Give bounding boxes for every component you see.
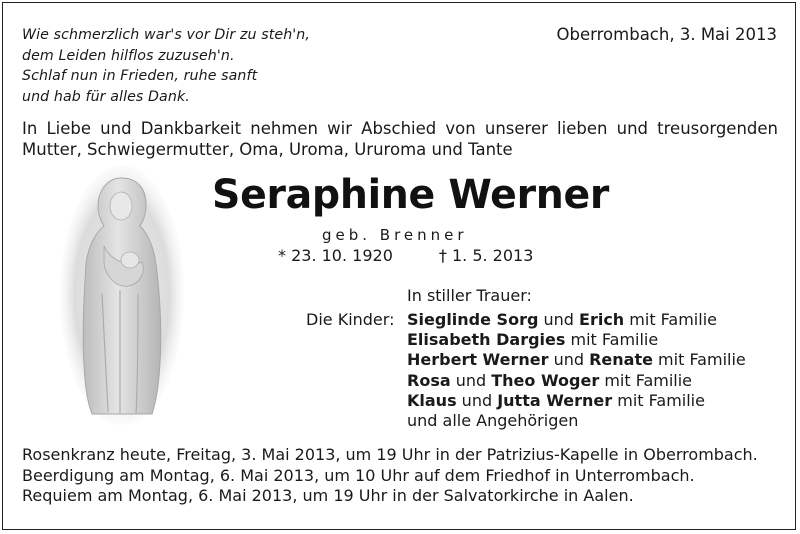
mourner-text: und alle Angehörigen: [407, 411, 579, 431]
mourning-heading: In stiller Trauer:: [407, 286, 532, 305]
mourner-name: Herbert Werner: [407, 350, 549, 370]
mourner-line: [407, 391, 746, 411]
death-date: † 1. 5. 2013: [438, 246, 534, 265]
birth-name: geb. Brenner: [322, 226, 468, 244]
mourner-name: Jutta Werner: [497, 390, 613, 410]
mourner-line: [407, 330, 746, 350]
service-announcements: [22, 445, 758, 507]
service-line: Beerdigung am Montag, 6. Mai 2013, um 10 Uhr auf dem Friedhof in Unterrombach.: [22, 465, 695, 485]
service-line: Rosenkranz heute, Freitag, 3. Mai 2013, um 19 Uhr in der Patrizius-Kapelle in Oberrombach.: [22, 445, 758, 464]
mourner-text: mit Familie: [612, 390, 705, 410]
mourner-name: Erich: [579, 310, 625, 329]
madonna-relief-image: [58, 164, 186, 426]
poem-line: dem Leiden hilflos zuzuseh'n.: [22, 47, 235, 64]
mourner-text: und: [456, 390, 498, 410]
mourner-name: Renate: [589, 350, 653, 370]
mourner-text: und: [450, 370, 492, 390]
mourner-text: mit Familie: [624, 310, 717, 329]
mourner-line: [407, 310, 746, 330]
mourner-name: Klaus: [407, 390, 457, 410]
place-date: Oberrombach, 3. Mai 2013: [556, 25, 777, 44]
mourner-text: und: [548, 350, 590, 370]
mourner-name: Theo Woger: [491, 370, 600, 390]
mourner-text: mit Familie: [652, 350, 746, 370]
mourner-name: Sieglinde Sorg: [407, 310, 539, 329]
mourner-text: mit Familie: [599, 370, 693, 390]
birth-date: * 23. 10. 1920: [278, 246, 393, 265]
intro-line: In Liebe und Dankbarkeit nehmen wir Abschied von unserer lieben und treusorgenden: [22, 119, 778, 138]
poem-line: Schlaf nun in Frieden, ruhe sanft: [22, 68, 258, 84]
mourner-name: Elisabeth Dargies: [407, 330, 566, 350]
life-dates: [278, 246, 533, 265]
mourner-line: [407, 411, 746, 431]
mourner-text: mit Familie: [565, 330, 659, 350]
mourner-name: Rosa: [407, 370, 451, 390]
deceased-name: Seraphine Werner: [212, 172, 610, 218]
children-label: Die Kinder:: [306, 310, 395, 329]
poem: [22, 25, 310, 107]
mourner-line: [407, 350, 746, 370]
poem-line: Wie schmerzlich war's vor Dir zu steh'n,: [22, 27, 310, 43]
mourner-line: [407, 371, 746, 391]
poem-line: und hab für alles Dank.: [22, 88, 190, 105]
intro-text: [22, 118, 778, 160]
mourner-text: und: [538, 310, 580, 329]
intro-line: Mutter, Schwiegermutter, Oma, Uroma, Ururoma und Tante: [22, 140, 513, 159]
mourners-list: [407, 310, 746, 431]
service-line: Requiem am Montag, 6. Mai 2013, um 19 Uhr in der Salvatorkirche in Aalen.: [22, 486, 634, 505]
